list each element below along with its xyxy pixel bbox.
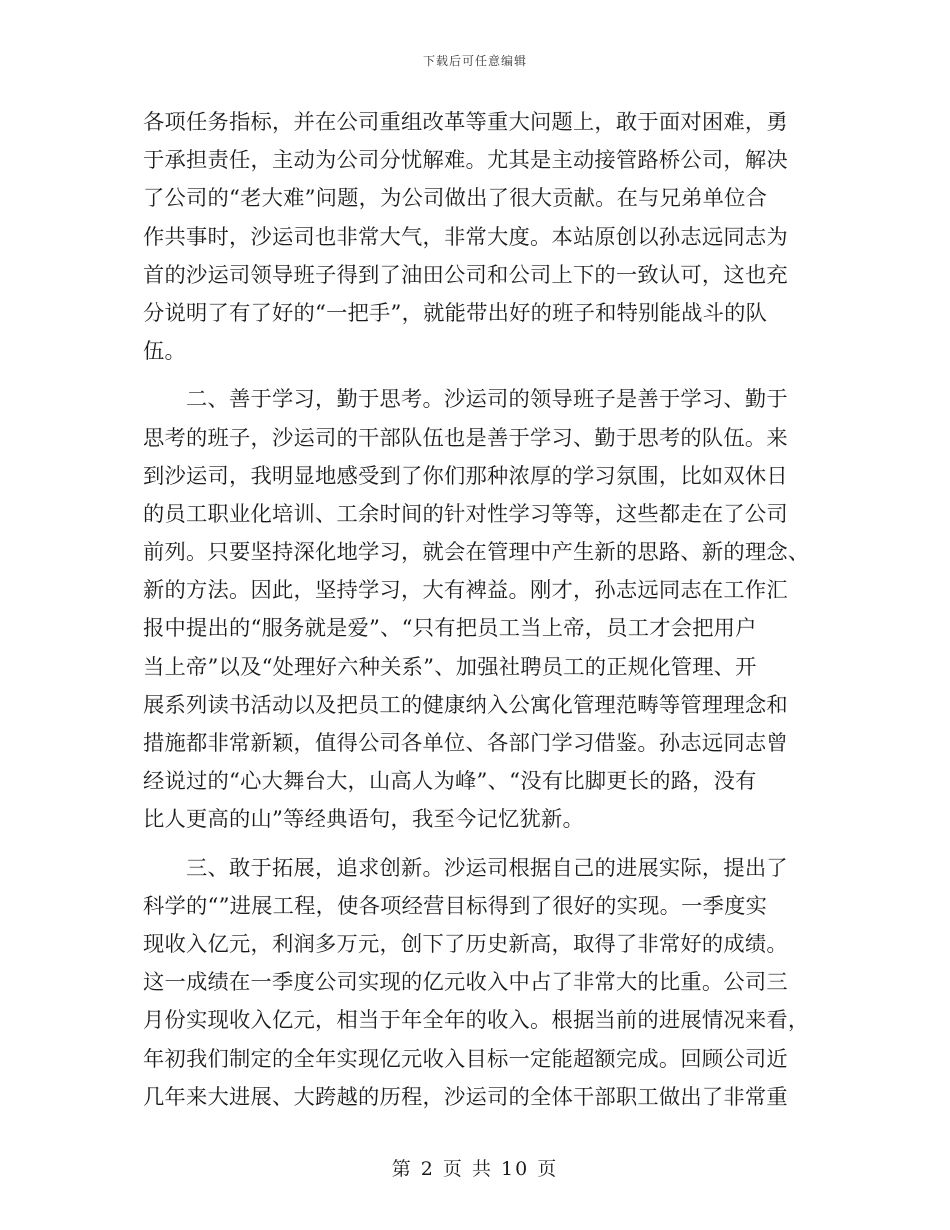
text-line: 到沙运司，我明显地感受到了你们那种浓厚的学习氛围，比如双休日 bbox=[143, 463, 788, 489]
text-line: 作共事时，沙运司也非常大气，非常大度。本站原创以孙志远同志为 bbox=[143, 224, 788, 250]
text-line: 各项任务指标，并在公司重组改革等重大问题上，敢于面对困难，勇 bbox=[143, 110, 788, 135]
text-line: 月份实现收入亿元，相当于年全年的收入。根据当前的进展情况来看， bbox=[143, 1008, 810, 1034]
text-line: 当上帝”以及“处理好六种关系”、加强社聘员工的正规化管理、开 bbox=[143, 654, 757, 680]
text-line: 的员工职业化培训、工余时间的针对性学习等等，这些都走在了公司 bbox=[143, 501, 788, 527]
text-line: 三、敢于拓展，追求创新。沙运司根据自己的进展实际，提出了 bbox=[186, 855, 788, 881]
page-header: 下载后可任意编辑 bbox=[422, 54, 527, 68]
page-number-footer: 第 2 页 共 10 页 bbox=[391, 1158, 559, 1180]
text-line: 几年来大进展、大跨越的历程，沙运司的全体干部职工做出了非常重 bbox=[143, 1084, 788, 1110]
text-line: 分说明了有了好的“一把手”，就能带出好的班子和特别能战斗的队 bbox=[143, 300, 768, 326]
paragraph-3 bbox=[143, 850, 811, 1117]
text-line: 思考的班子，沙运司的干部队伍也是善于学习、勤于思考的队伍。来 bbox=[143, 425, 788, 451]
text-line: 年初我们制定的全年实现亿元收入目标一定能超额完成。回顾公司近 bbox=[143, 1046, 788, 1072]
text-line: 首的沙运司领导班子得到了油田公司和公司上下的一致认可，这也充 bbox=[143, 262, 788, 288]
text-line: 措施都非常新颖，值得公司各单位、各部门学习借鉴。孙志远同志曾 bbox=[143, 731, 788, 756]
text-line: 科学的“”进展工程，使各项经营目标得到了很好的实现。一季度实 bbox=[143, 893, 768, 919]
text-line: 比人更高的山”等经典语句，我至今记忆犹新。 bbox=[143, 807, 585, 833]
text-line: 展系列读书活动以及把员工的健康纳入公寓化管理范畴等管理理念和 bbox=[143, 692, 788, 718]
text-line: 新的方法。因此，坚持学习，大有裨益。刚才，孙志远同志在工作汇 bbox=[143, 578, 788, 604]
text-line: 这一成绩在一季度公司实现的亿元收入中占了非常大的比重。公司三 bbox=[143, 970, 788, 996]
text-line: 于承担责任，主动为公司分忧解难。尤其是主动接管路桥公司，解决 bbox=[143, 148, 788, 174]
paragraph-1 bbox=[143, 104, 811, 371]
document-body bbox=[143, 104, 811, 1117]
text-line: 伍。 bbox=[143, 339, 186, 365]
text-line: 二、善于学习，勤于思考。沙运司的领导班子是善于学习、勤于 bbox=[186, 387, 788, 413]
text-line: 现收入亿元，利润多万元，创下了历史新高，取得了非常好的成绩。 bbox=[143, 931, 788, 957]
text-line: 经说过的“心大舞台大，山高人为峰”、“没有比脚更长的路，没有 bbox=[143, 769, 757, 795]
text-line: 前列。只要坚持深化地学习，就会在管理中产生新的思路、新的理念、 bbox=[143, 540, 810, 566]
text-line: 了公司的“老大难”问题，为公司做出了很大贡献。在与兄弟单位合 bbox=[143, 186, 768, 212]
paragraph-2 bbox=[143, 381, 811, 839]
text-line: 报中提出的“服务就是爱”、“只有把员工当上帝，员工才会把用户 bbox=[143, 616, 757, 642]
